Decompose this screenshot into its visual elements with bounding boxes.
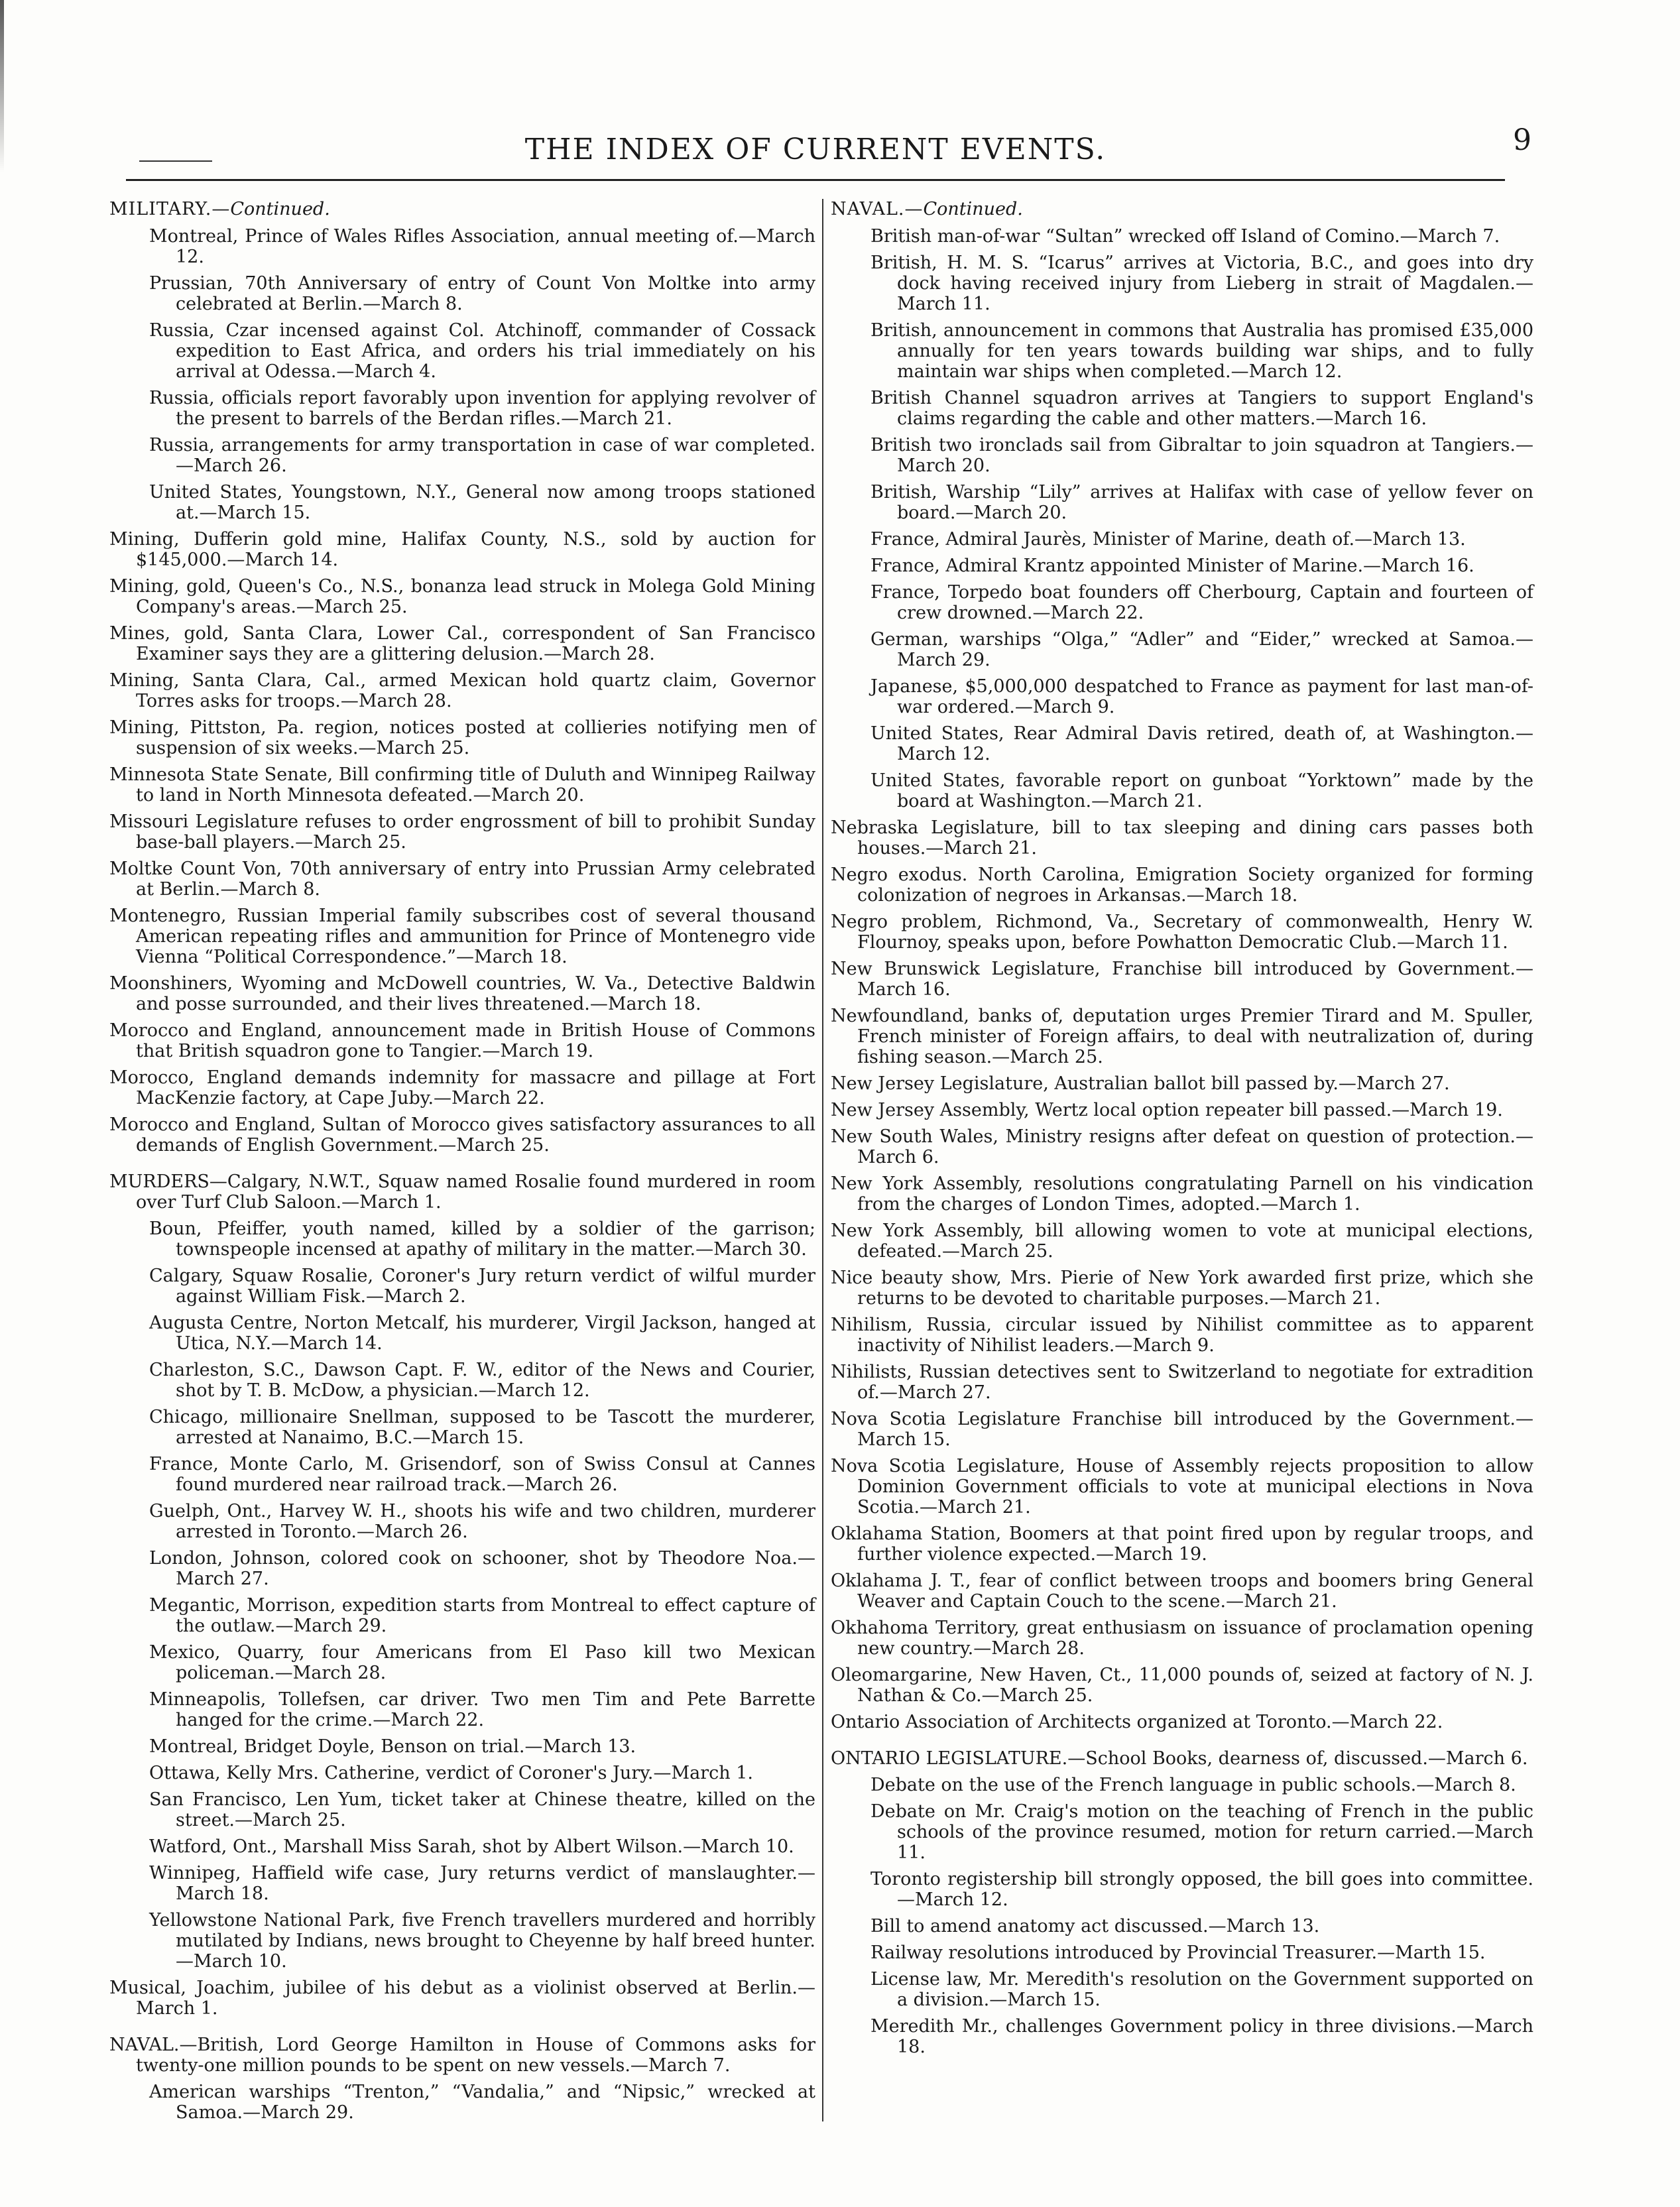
index-entry: Chicago, millionaire Snellman, supposed to be Tascott the murderer, arrested at Nanaimo, B.C.—March 15. [149, 1407, 815, 1448]
index-entry: Yellowstone National Park, five French travellers murdered and horribly mutilated by Indians, news brought to Cheyenne by half breed hunter.—March 10. [149, 1910, 815, 1972]
index-entry: Nebraska Legislature, bill to tax sleeping and dining cars passes both houses.—March 21. [831, 817, 1533, 859]
index-entry: France, Admiral Jaurès, Minister of Marine, death of.—March 13. [870, 529, 1466, 550]
index-entry: Augusta Centre, Norton Metcalf, his murderer, Virgil Jackson, hanged at Utica, N.Y.—March 14. [149, 1313, 815, 1354]
index-entry: Ontario Association of Architects organized at Toronto.—March 22. [831, 1712, 1443, 1732]
index-entry: New York Assembly, resolutions congratulating Parnell on his vindication from the charges of London Times, adopted.—March 1. [831, 1173, 1533, 1215]
page-title: THE INDEX OF CURRENT EVENTS. [524, 133, 1107, 166]
index-entry: Meredith Mr., challenges Government policy in three divisions.—March 18. [870, 2016, 1533, 2057]
index-entry: Morocco and England, Sultan of Morocco gives satisfactory assurances to all demands of English Government.—March 25. [109, 1114, 815, 1156]
page-number: 9 [1513, 123, 1531, 157]
index-entry: Negro exodus. North Carolina, Emigration Society organized for forming colonization of negroes in Arkansas.—March 18. [831, 865, 1533, 906]
index-entry: British, H. M. S. “Icarus” arrives at Victoria, B.C., and goes into dry dock having received injury from Lieberg in strait of Magdalen.—March 11. [870, 253, 1533, 314]
index-entry: British Channel squadron arrives at Tangiers to support England's claims regarding the cable and other matters.—March 16. [870, 388, 1533, 429]
index-entry: France, Torpedo boat founders off Cherbourg, Captain and fourteen of crew drowned.—March 22. [870, 582, 1533, 623]
naval-continued-heading [831, 199, 1533, 219]
index-entry: Negro problem, Richmond, Va., Secretary of commonwealth, Henry W. Flournoy, speaks upon, before Powhatton Democratic Club.—March 11. [831, 912, 1533, 953]
index-entry: Newfoundland, banks of, deputation urges Premier Tirard and M. Spuller, French minister of Foreign affairs, to deal with neutralization of, during fishing season.—March 25. [831, 1006, 1533, 1067]
index-entry: Nova Scotia Legislature, House of Assembly rejects proposition to allow Dominion Government officials to vote at municipal elections in Nova Scotia.—March 21. [831, 1456, 1533, 1518]
page-header [119, 119, 1531, 179]
index-entry: Russia, arrangements for army transportation in case of war completed.—March 26. [149, 435, 815, 476]
header-rule [126, 179, 1505, 181]
military-heading [109, 199, 815, 219]
index-entry: Montreal, Prince of Wales Rifles Association, annual meeting of.—March 12. [149, 226, 815, 267]
military-heading-continued: Continued. [230, 199, 330, 219]
index-entry: Missouri Legislature refuses to order engrossment of bill to prohibit Sunday base-ball players.—March 25. [109, 811, 815, 853]
index-entry: San Francisco, Len Yum, ticket taker at Chinese theatre, killed on the street.—March 25. [149, 1789, 815, 1830]
index-entry: British, Warship “Lily” arrives at Halifax with case of yellow fever on board.—March 20. [870, 482, 1533, 523]
index-entry: Guelph, Ont., Harvey W. H., shoots his wife and two children, murderer arrested in Toronto.—March 26. [149, 1501, 815, 1542]
index-entry: New York Assembly, bill allowing women to vote at municipal elections, defeated.—March 25. [831, 1221, 1533, 1262]
index-entry: British, announcement in commons that Australia has promised £35,000 annually for ten years towards building war ships, and to fully maintain war ships when completed.—March 12. [870, 320, 1533, 382]
military-heading-label: MILITARY.— [109, 199, 231, 219]
index-entry: Calgary, Squaw Rosalie, Coroner's Jury return verdict of wilful murder against William Fisk.—March 2. [149, 1266, 815, 1307]
index-entry: United States, favorable report on gunboat “Yorktown” made by the board at Washington.—March 21. [870, 770, 1533, 811]
index-entry: France, Admiral Krantz appointed Minister of Marine.—March 16. [870, 556, 1474, 576]
index-entry: Mining, Pittston, Pa. region, notices posted at collieries notifying men of suspension of six weeks.—March 25. [109, 717, 815, 758]
index-entry: German, warships “Olga,” “Adler” and “Eider,” wrecked at Samoa.—March 29. [870, 629, 1533, 670]
index-entry: Ottawa, Kelly Mrs. Catherine, verdict of Coroner's Jury.—March 1. [149, 1763, 753, 1783]
index-entry: American warships “Trenton,” “Vandalia,” and “Nipsic,” wrecked at Samoa.—March 29. [149, 2082, 815, 2123]
index-entry: Debate on Mr. Craig's motion on the teaching of French in the public schools of the province resumed, motion for return carried.—March 11. [870, 1801, 1533, 1863]
index-entry: Montreal, Bridget Doyle, Benson on trial.—March 13. [149, 1736, 636, 1757]
column-divider [822, 199, 823, 2121]
index-entry: Watford, Ont., Marshall Miss Sarah, shot by Albert Wilson.—March 10. [149, 1836, 794, 1857]
right-column [831, 199, 1533, 2063]
naval-heading-continued: Continued. [923, 199, 1023, 219]
index-entry: Mines, gold, Santa Clara, Lower Cal., correspondent of San Francisco Examiner says they are a glittering delusion.—March 28. [109, 623, 815, 664]
index-entry: Charleston, S.C., Dawson Capt. F. W., editor of the News and Courier, shot by T. B. McDow, a physician.—March 12. [149, 1360, 815, 1401]
index-entry: United States, Rear Admiral Davis retired, death of, at Washington.—March 12. [870, 723, 1533, 764]
index-entry: London, Johnson, colored cook on schooner, shot by Theodore Noa.—March 27. [149, 1548, 815, 1589]
index-entry: Minneapolis, Tollefsen, car driver. Two men Tim and Pete Barrette hanged for the crime.—March 22. [149, 1689, 815, 1730]
naval-heading-label: NAVAL.— [831, 199, 924, 219]
murders-heading-entry: MURDERS—Calgary, N.W.T., Squaw named Rosalie found murdered in room over Turf Club Saloon.—March 1. [109, 1171, 815, 1213]
left-column [109, 199, 815, 2129]
scan-edge-shadow [0, 0, 4, 172]
index-entry: Nice beauty show, Mrs. Pierie of New York awarded first prize, which she returns to be devoted to charitable purposes.—March 21. [831, 1268, 1533, 1309]
index-entry: Bill to amend anatomy act discussed.—March 13. [870, 1916, 1320, 1937]
index-entry: New South Wales, Ministry resigns after defeat on question of protection.—March 6. [831, 1126, 1533, 1167]
index-entry: Okhahoma Territory, great enthusiasm on issuance of proclamation opening new country.—March 28. [831, 1618, 1533, 1659]
index-entry: Moonshiners, Wyoming and McDowell countries, W. Va., Detective Baldwin and posse surrounded, and their lives threatened.—March 18. [109, 973, 815, 1014]
index-entry: New Jersey Legislature, Australian ballot bill passed by.—March 27. [831, 1073, 1450, 1094]
index-entry: New Jersey Assembly, Wertz local option repeater bill passed.—March 19. [831, 1100, 1503, 1120]
index-entry: Toronto registership bill strongly opposed, the bill goes into committee.—March 12. [870, 1869, 1533, 1910]
index-entry: Morocco, England demands indemnity for massacre and pillage at Fort MacKenzie factory, at Cape Juby.—March 22. [109, 1067, 815, 1108]
index-entry: Mexico, Quarry, four Americans from El Paso kill two Mexican policeman.—March 28. [149, 1642, 815, 1683]
index-entry: License law, Mr. Meredith's resolution on the Government supported on a division.—March 15. [870, 1969, 1533, 2010]
index-entry: Oklahama J. T., fear of conflict between troops and boomers bring General Weaver and Captain Couch to the scene.—March 21. [831, 1571, 1533, 1612]
index-entry: Japanese, $5,000,000 despatched to France as payment for last man-of-war ordered.—March 9. [870, 676, 1533, 717]
index-entry: Mining, Santa Clara, Cal., armed Mexican hold quartz claim, Governor Torres asks for troops.—March 28. [109, 670, 815, 711]
index-entry: Prussian, 70th Anniversary of entry of Count Von Moltke into army celebrated at Berlin.—March 8. [149, 273, 815, 314]
index-entry: Winnipeg, Haffield wife case, Jury returns verdict of manslaughter.—March 18. [149, 1863, 815, 1904]
index-entry: Minnesota State Senate, Bill confirming title of Duluth and Winnipeg Railway to land in North Minnesota defeated.—March 20. [109, 764, 815, 805]
ontario-heading-entry: ONTARIO LEGISLATURE.—School Books, dearness of, discussed.—March 6. [831, 1748, 1528, 1769]
index-entry: British man-of-war “Sultan” wrecked off Island of Comino.—March 7. [870, 226, 1500, 247]
index-entry: Oklahama Station, Boomers at that point fired upon by regular troops, and further violence expected.—March 19. [831, 1523, 1533, 1565]
index-entry: Megantic, Morrison, expedition starts from Montreal to effect capture of the outlaw.—March 29. [149, 1595, 815, 1636]
index-entry: Nova Scotia Legislature Franchise bill introduced by the Government.—March 15. [831, 1409, 1533, 1450]
index-entry: Mining, Dufferin gold mine, Halifax County, N.S., sold by auction for $145,000.—March 14. [109, 529, 815, 570]
index-entry: Morocco and England, announcement made in British House of Commons that British squadron gone to Tangier.—March 19. [109, 1020, 815, 1061]
index-entry: Russia, officials report favorably upon invention for applying revolver of the present to barrels of the Berdan rifles.—March 21. [149, 388, 815, 429]
index-entry: Moltke Count Von, 70th anniversary of entry into Prussian Army celebrated at Berlin.—March 8. [109, 859, 815, 900]
index-entry: Montenegro, Russian Imperial family subscribes cost of several thousand American repeating rifles and ammunition for Prince of Montenegro vide Vienna “Political Correspondence.”—March 18. [109, 906, 815, 967]
index-entry: Nihilism, Russia, circular issued by Nihilist committee as to apparent inactivity of Nihilist leaders.—March 9. [831, 1315, 1533, 1356]
index-entry: Oleomargarine, New Haven, Ct., 11,000 pounds of, seized at factory of N. J. Nathan & Co.—March 25. [831, 1665, 1533, 1706]
index-entry: Nihilists, Russian detectives sent to Switzerland to negotiate for extradition of.—March 27. [831, 1362, 1533, 1403]
index-entry: British two ironclads sail from Gibraltar to join squadron at Tangiers.—March 20. [870, 435, 1533, 476]
index-entry: New Brunswick Legislature, Franchise bill introduced by Government.—March 16. [831, 959, 1533, 1000]
index-entry: Debate on the use of the French language in public schools.—March 8. [870, 1775, 1516, 1795]
index-entry: United States, Youngstown, N.Y., General now among troops stationed at.—March 15. [149, 482, 815, 523]
index-entry: Russia, Czar incensed against Col. Atchinoff, commander of Cossack expedition to East Africa, and orders his trial immediately on his arrival at Odessa.—March 4. [149, 320, 815, 382]
index-entry: Boun, Pfeiffer, youth named, killed by a soldier of the garrison; townspeople incensed at apathy of military in the matter.—March 30. [149, 1219, 815, 1260]
index-entry: Mining, gold, Queen's Co., N.S., bonanza lead struck in Molega Gold Mining Company's areas.—March 25. [109, 576, 815, 617]
index-entry: Musical, Joachim, jubilee of his debut as a violinist observed at Berlin.—March 1. [109, 1978, 815, 2019]
naval-heading-entry: NAVAL.—British, Lord George Hamilton in House of Commons asks for twenty-one million pounds to be spent on new vessels.—March 7. [109, 2035, 815, 2076]
index-entry: Railway resolutions introduced by Provincial Treasurer.—Marth 15. [870, 1942, 1486, 1963]
index-entry: France, Monte Carlo, M. Grisendorf, son of Swiss Consul at Cannes found murdered near railroad track.—March 26. [149, 1454, 815, 1495]
